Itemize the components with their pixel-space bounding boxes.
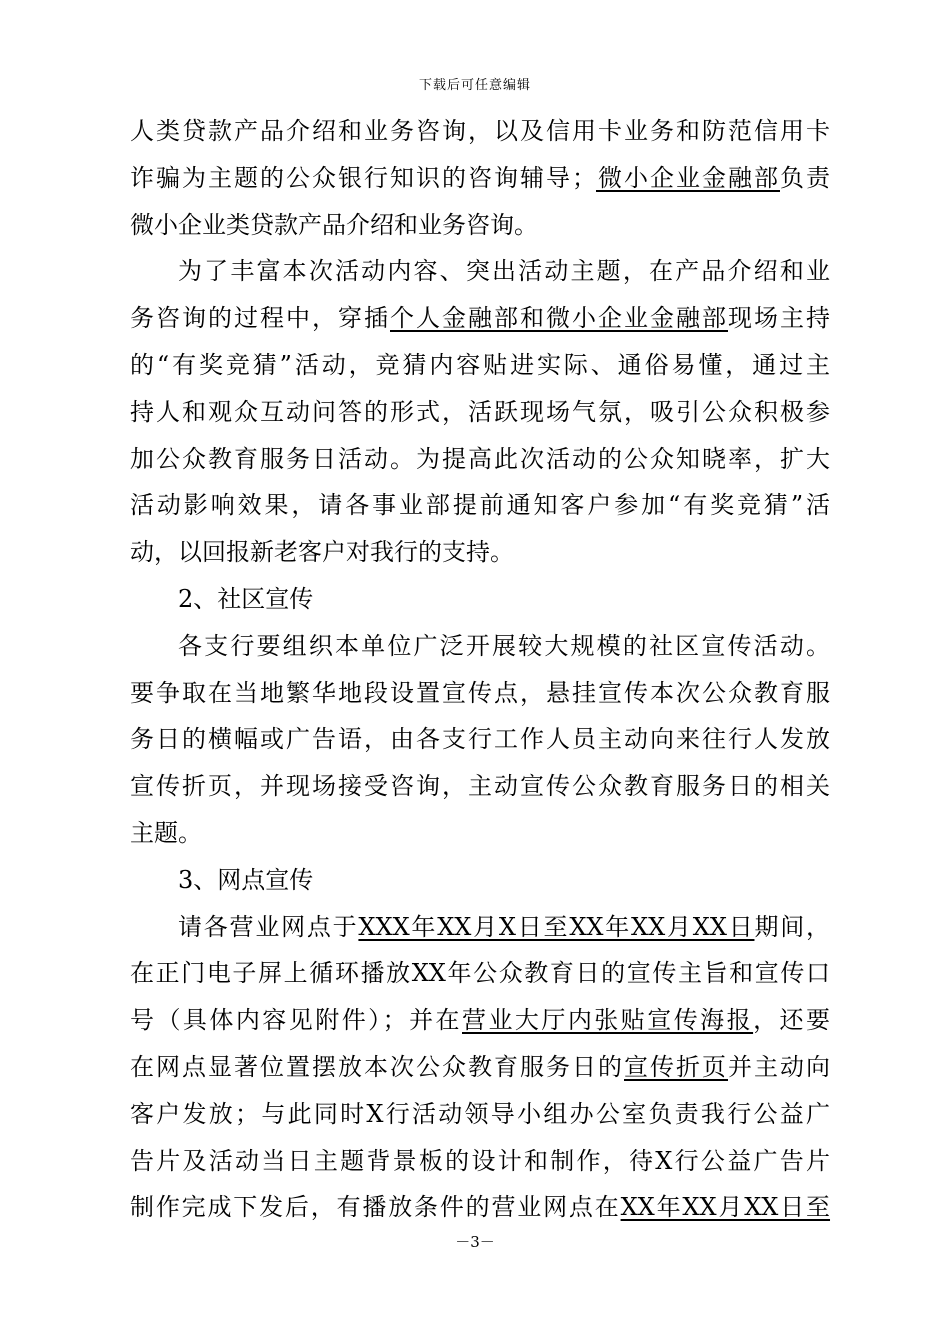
underlined-text: XX年XX月XX日至 — [620, 1193, 831, 1222]
text-segment: 持人和观众互动问答的形式，活跃现场气氛，吸引公众积极参 — [130, 397, 830, 426]
text-segment: 为了丰富本次活动内容、突出活动主题，在产品介绍和业 — [178, 257, 830, 286]
text-line — [130, 482, 830, 529]
page-header-note: 下载后可任意编辑 — [418, 78, 531, 93]
text-line — [130, 810, 830, 857]
text-segment: 2、社区宣传 — [178, 584, 314, 613]
underlined-text: 微小企业金融部 — [596, 163, 780, 192]
text-segment: 号（具体内容见附件）；并在 — [130, 1006, 462, 1035]
text-line — [130, 763, 830, 810]
underlined-text: XXX年XX月X日至XX年XX月XX日 — [358, 912, 755, 941]
text-line — [130, 1044, 830, 1091]
text-segment: 制作完成下发后，有播放条件的营业网点在 — [130, 1193, 621, 1222]
text-segment: 诈骗为主题的公众银行知识的咨询辅导； — [130, 163, 596, 192]
text-segment: 告片及活动当日主题背景板的设计和制作，待X行公益广告片 — [130, 1146, 830, 1175]
text-line — [130, 202, 830, 249]
text-segment: 主题。 — [130, 818, 202, 847]
text-segment: 期间， — [754, 912, 831, 941]
text-segment: 请各营业网点于 — [178, 912, 359, 941]
text-segment: 各支行要组织本单位广泛开展较大规模的社区宣传活动。 — [178, 631, 830, 660]
text-line — [130, 295, 830, 342]
text-segment: 现场主持 — [728, 304, 830, 333]
text-line — [130, 576, 830, 623]
text-segment: 宣传折页，并现场接受咨询，主动宣传公众教育服务日的相关 — [130, 772, 830, 801]
text-segment: 负责 — [780, 163, 830, 192]
text-line — [130, 857, 830, 904]
text-line — [130, 248, 830, 295]
text-line — [130, 1138, 830, 1185]
text-line — [130, 389, 830, 436]
text-line — [130, 342, 830, 389]
text-segment: 在正门电子屏上循环播放XX年公众教育日的宣传主旨和宣传口 — [130, 959, 830, 988]
text-line — [130, 623, 830, 670]
text-segment: 3、网点宣传 — [178, 865, 314, 894]
text-segment: 务日的横幅或广告语，由各支行工作人员主动向来往行人发放 — [130, 725, 830, 754]
text-line — [130, 529, 830, 576]
text-segment: 务咨询的过程中，穿插 — [130, 304, 390, 333]
text-line — [130, 436, 830, 483]
text-line — [130, 1184, 830, 1231]
text-segment: 的“有奖竞猜”活动，竞猜内容贴进实际、通俗易懂，通过主 — [130, 350, 830, 379]
text-segment: 并主动向 — [728, 1052, 830, 1081]
text-segment: 要争取在当地繁华地段设置宣传点，悬挂宣传本次公众教育服 — [130, 678, 830, 707]
text-segment: 加公众教育服务日活动。为提高此次活动的公众知晓率，扩大 — [130, 444, 830, 473]
text-line — [130, 1091, 830, 1138]
text-segment: 人类贷款产品介绍和业务咨询，以及信用卡业务和防范信用卡 — [130, 117, 830, 145]
underlined-text: 宣传折页 — [624, 1052, 728, 1081]
text-segment: 活动影响效果，请各事业部提前通知客户参加“有奖竞猜”活 — [130, 491, 830, 520]
underlined-text: 营业大厅内张贴宣传海报 — [462, 1006, 754, 1035]
text-segment: 动，以回报新老客户对我行的支持。 — [130, 538, 514, 567]
text-line — [130, 670, 830, 717]
text-line — [130, 716, 830, 763]
text-segment: 在网点显著位置摆放本次公众教育服务日的 — [130, 1052, 624, 1081]
document-body — [130, 108, 830, 1231]
text-segment: 微小企业类贷款产品介绍和业务咨询。 — [130, 210, 538, 239]
page-number: －3－ — [455, 1233, 495, 1251]
text-line — [130, 950, 830, 997]
text-line — [130, 108, 830, 155]
text-line — [130, 904, 830, 951]
underlined-text: 个人金融部和微小企业金融部 — [390, 304, 728, 333]
text-line — [130, 997, 830, 1044]
text-line — [130, 155, 830, 202]
text-segment: 客户发放；与此同时X行活动领导小组办公室负责我行公益广 — [130, 1099, 830, 1128]
text-segment: ，还要 — [753, 1006, 831, 1035]
